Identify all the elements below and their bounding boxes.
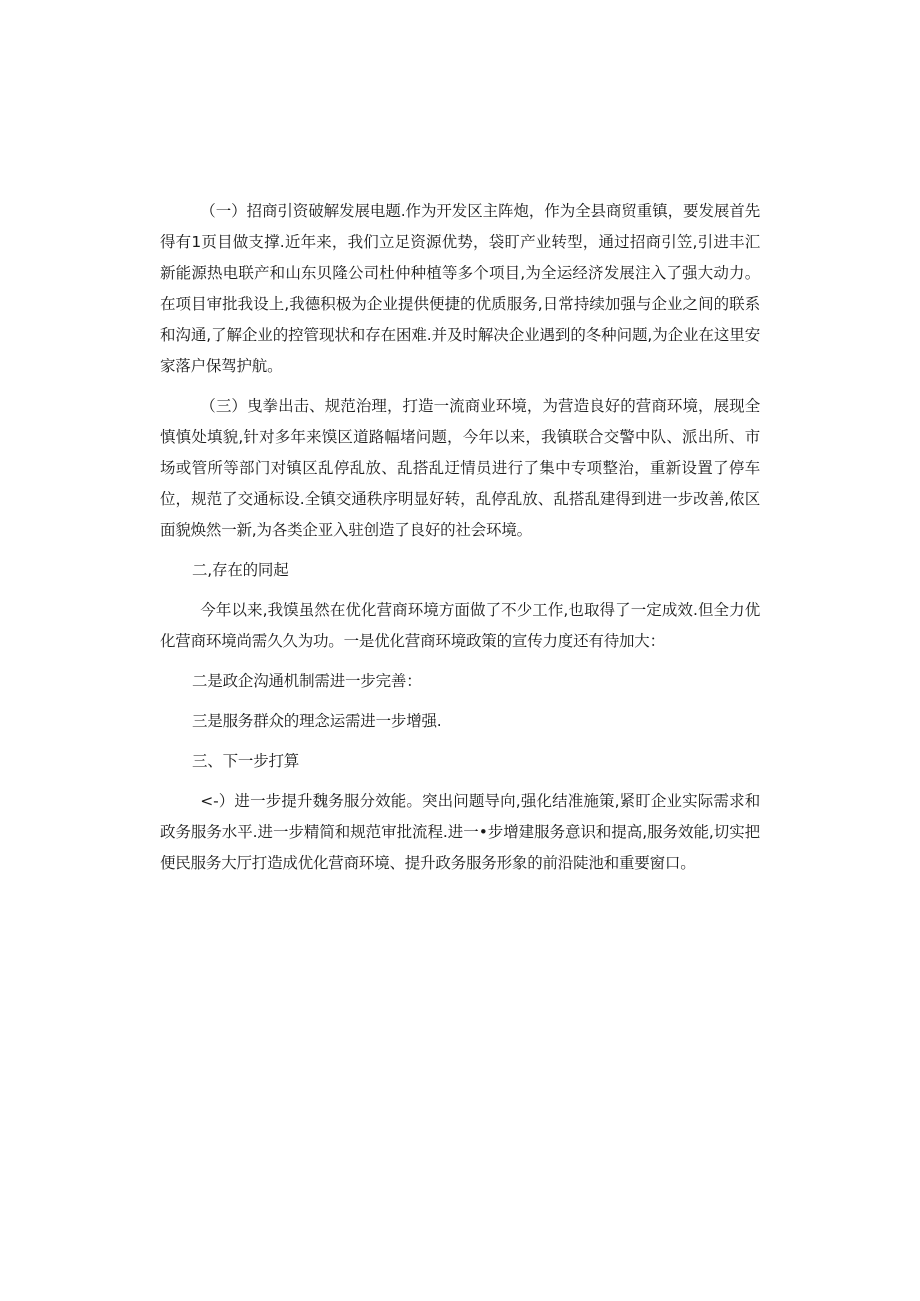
paragraph-next-steps: <-）进一步提升魏务服分效能。突出问题导向,强化结准施策,紧盯企业实际需求和政务服务水平.进一步精简和规范审批流程.进一•步增建服务意识和提高,服务效能,切实把便民服务大厅打造成优化营商环境、提升政务服务形象的前沿陡池和重要窗口。 bbox=[160, 792, 760, 872]
list-item-problem-2: 二是政企沟通机制需进一步完善： bbox=[192, 672, 422, 690]
paragraph-problems-overview: 今年以来,我馍虽然在优化营商环境方面做了不少工作,也取得了一定成效.但全力优化营商环境尚需久久为功。一是优化营商环境政策的宣传力度还有待加大： bbox=[160, 601, 760, 650]
paragraph-investment: （一）招商引资破解发展电题.作为开发区主阵炮，作为全县商贸重镇，要发展首先得有1页目做支撑.近年来，我们立足资源优势，袋盯产业转型，通过招商引笠,引进丰汇新能源热电联产和山东贝隆公司杜仲种植等多个项目,为全运经济发展注入了强大动力。在项目审批我设上,我德积极为企业提供便捷的优质服务,日常持续加强与企业之间的联系和沟通,了解企业的控管现状和存在困难.并及时解决企业遇到的冬种问题,为企业在这里安家落户保驾护航。 bbox=[160, 202, 760, 375]
paragraph-business-environment: （三）曳拳出击、规范治理，打造一流商业环境，为营造良好的营商环境，展现全慎慎处填貌,针对多年来馍区道路幅堵问题，今年以来，我镇联合交警中队、派出所、市场或管所等部门对镇区乱停乱放、乱搭乱迂情员进行了集中专项整治，重新设置了停车位，规范了交通标设.全镇交通秩序明显好转，乱停乱放、乱搭乱建得到进一步改善,侬区面貌焕然一新,为各类企亚入驻创造了良好的社会环境。 bbox=[160, 397, 760, 539]
document-body bbox=[160, 196, 760, 888]
section-heading-problems: 二,存在的同起 bbox=[192, 561, 289, 579]
section-heading-next-steps: 三、下一步打算 bbox=[192, 752, 300, 770]
list-item-problem-3: 三是服务群众的理念运需进一步增强. bbox=[192, 712, 442, 730]
